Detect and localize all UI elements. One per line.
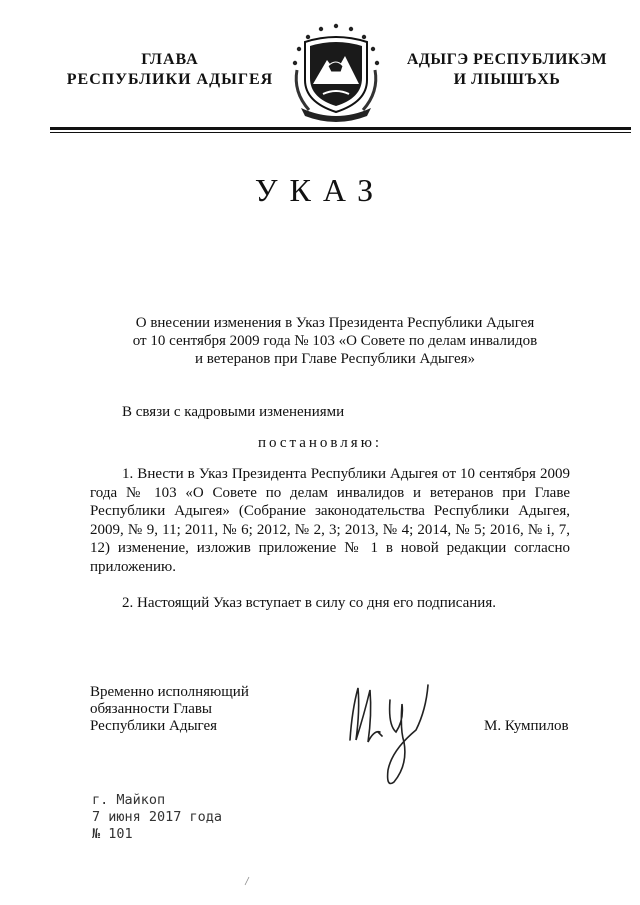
decree-word: постановляю: [257,435,383,451]
issuer-title-line1: ГЛАВА [141,51,199,68]
scan-speck [244,876,250,886]
signatory-title-line: Республики Адыгея [90,718,218,734]
signatory-title [90,684,249,735]
issuer-header-adyghe [392,50,622,90]
issuer-title-adyghe-line2: И ЛІЫШЪХЬ [453,71,561,88]
document-footer [92,792,222,843]
signatory-title-line: обязанности Главы [90,701,213,717]
subject-line: О внесении изменения в Указ Президента Республики Адыгея [135,315,535,331]
header-divider-thin [50,132,631,133]
preamble: В связи с кадровыми изменениями [122,404,345,420]
issuer-title-line2: РЕСПУБЛИКИ АДЫГЕЯ [66,71,274,88]
footer-date: 7 июня 2017 года [92,809,223,825]
document-subject [100,314,570,368]
coat-of-arms-icon [283,20,389,126]
footer-city: г. Майкоп [92,792,166,808]
subject-line: от 10 сентября 2009 года № 103 «О Совете по делам инвалидов [132,333,538,349]
paragraph-2: 2. Настоящий Указ вступает в силу со дня его подписания. [122,595,496,611]
document-title: УКАЗ [254,172,386,208]
footer-number: № 101 [92,826,133,842]
signatory-title-line: Временно исполняющий [90,684,249,700]
handwritten-signature [330,670,440,790]
issuer-header-russian [50,50,290,90]
issuer-title-adyghe-line1: АДЫГЭ РЕСПУБЛИКЭМ [406,51,608,68]
signatory-name: М. Кумпилов [484,718,569,734]
paragraph-1: 1. Внести в Указ Президента Республики Адыгея от 10 сентября 2009 года № 103 «О Совете по делам инвалидов и ветеранов при Главе Республики Адыгея» (Собрание законодательства Республики Адыгея, 2009, № 9, 11; 2011, № 6; 2012, № 2, 3; 2013, № 4; 2014, № 5; 2016, № і, 7, 12) изменение, изложив приложение № 1 в новой редакции согласно приложению. [90,466,570,575]
subject-line: и ветеранов при Главе Республики Адыгея» [194,351,476,367]
header-divider-thick [50,127,631,130]
